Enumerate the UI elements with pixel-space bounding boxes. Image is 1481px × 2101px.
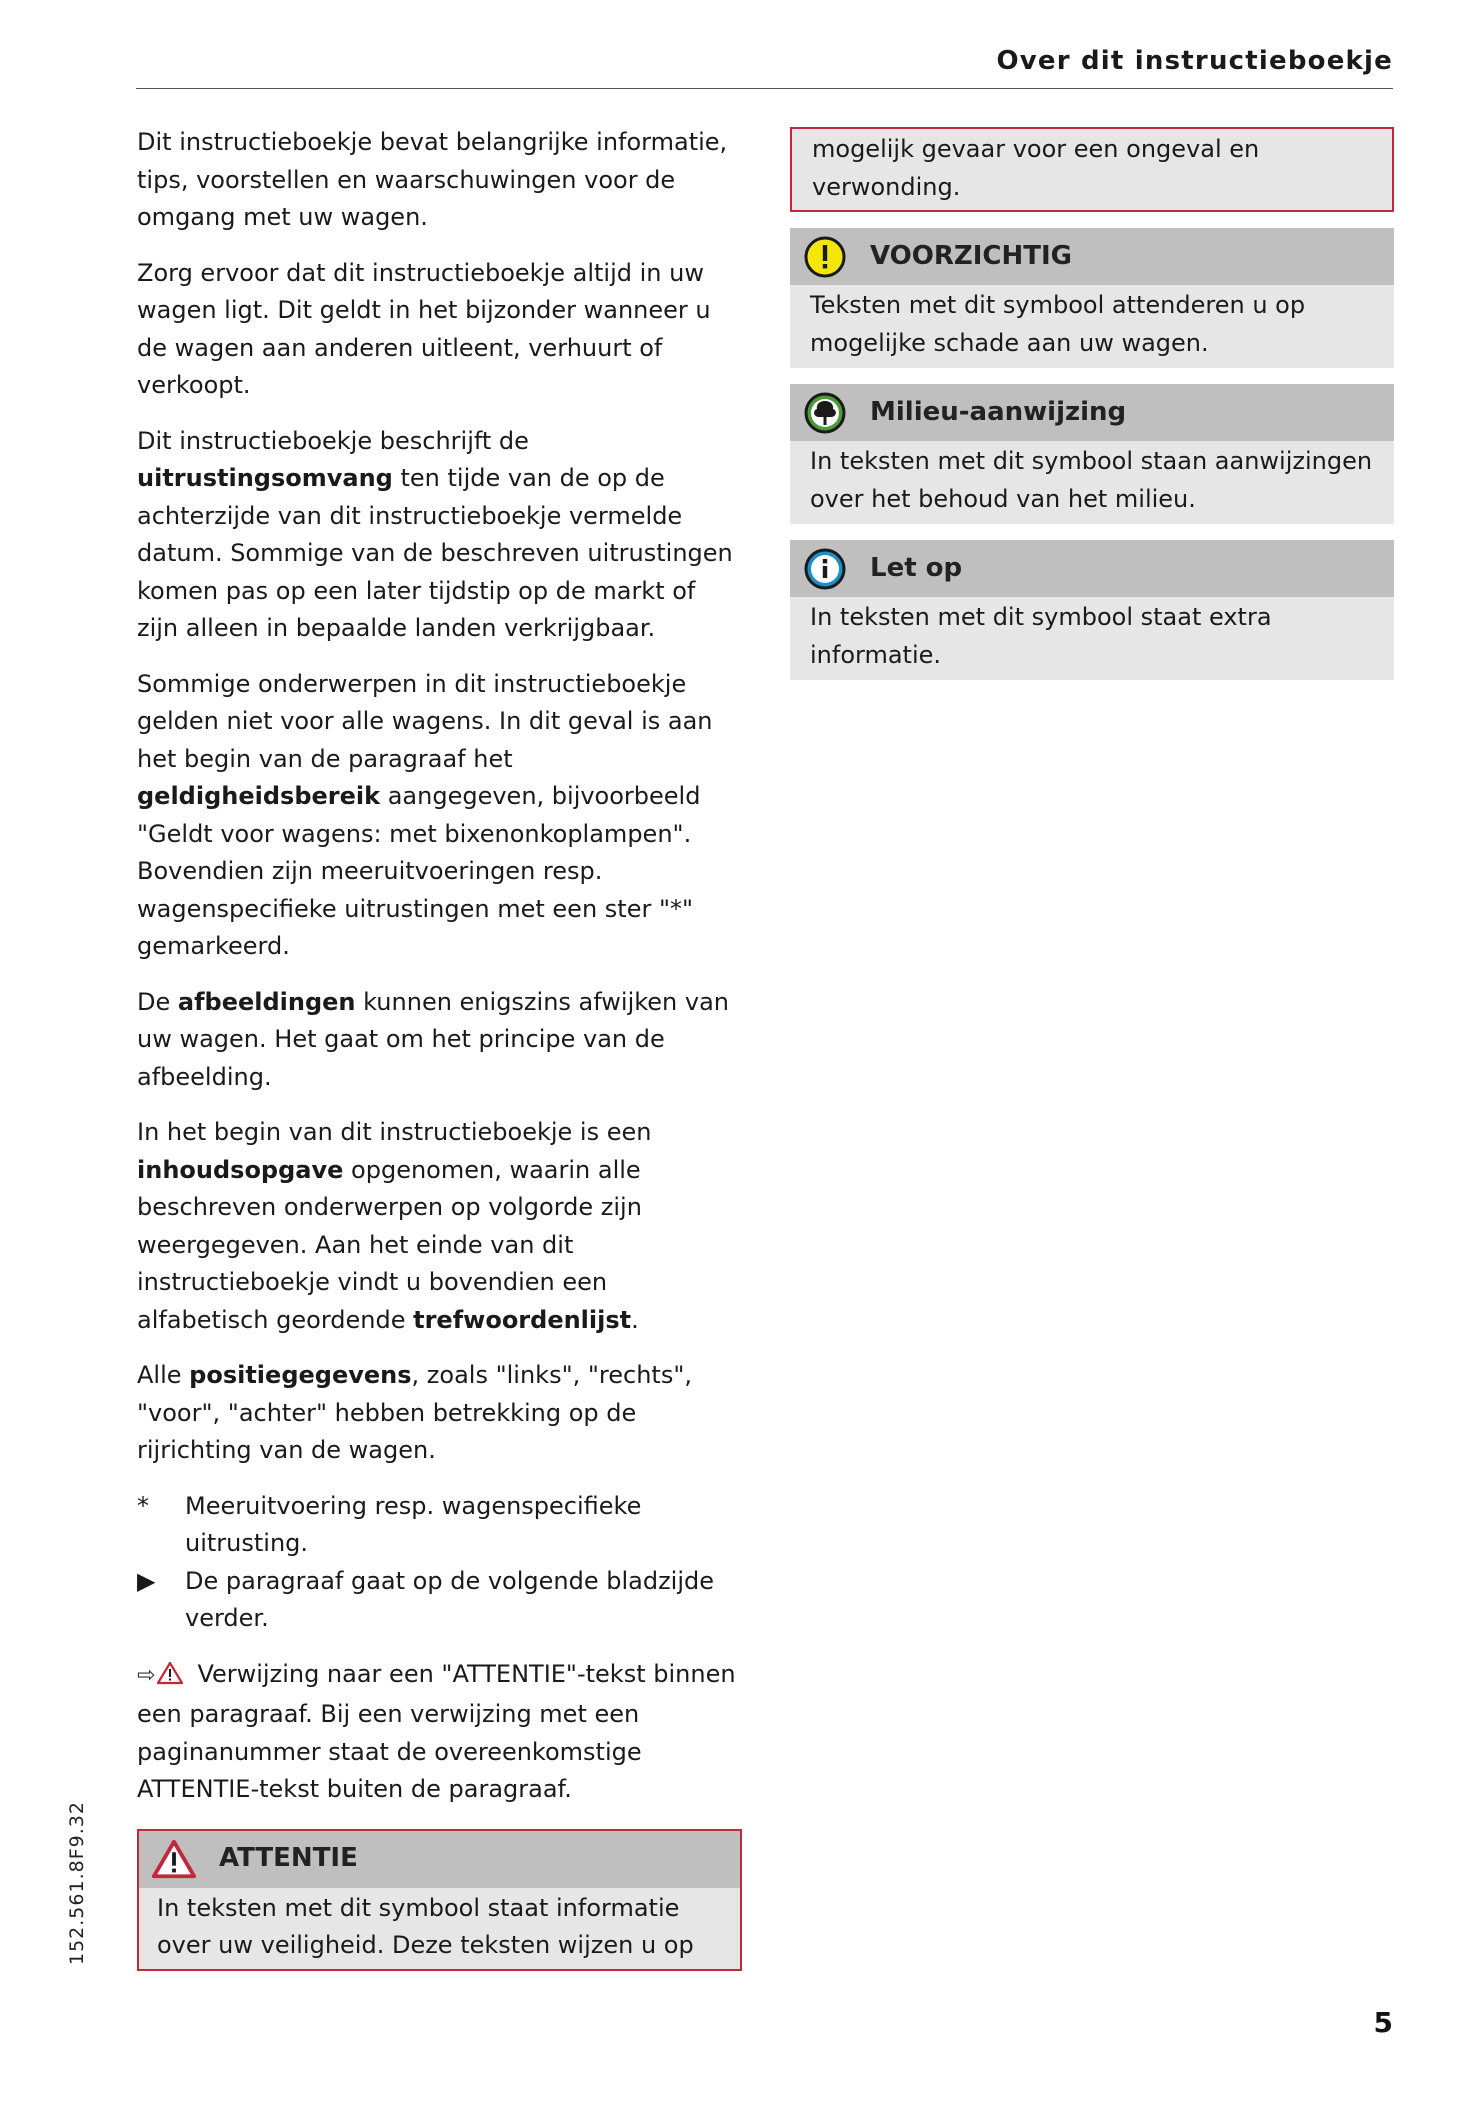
milieu-header: [790, 384, 1394, 441]
attentie-continued-box: mogelijk gevaar voor een ongeval en verwonding.: [790, 127, 1394, 212]
paragraph-intro: Dit instructieboekje bevat belangrijke informatie, tips, voorstellen en waarschuwingen voor de omgang met uw wagen.: [137, 128, 728, 231]
list-item-text: Meeruitvoering resp. wagenspecifieke uitrusting.: [185, 1491, 642, 1557]
document-code: 152.561.8F9.32: [66, 1801, 88, 1965]
attentie-header: [139, 1831, 740, 1888]
letop-header: [790, 540, 1394, 597]
term-positiegegevens: positiegegevens: [189, 1361, 412, 1389]
asterisk-marker: *: [137, 1491, 149, 1520]
term-inhoudsopgave: inhoudsopgave: [137, 1155, 344, 1184]
term-afbeeldingen: afbeeldingen: [177, 987, 356, 1016]
letop-title: Let op: [870, 552, 963, 583]
voorzichtig-header: [790, 228, 1394, 285]
voorzichtig-title: VOORZICHTIG: [870, 240, 1073, 271]
attentie-title: ATTENTIE: [219, 1843, 358, 1874]
list-item: [137, 1488, 742, 1563]
letop-body: In teksten met dit symbool staat extra informatie.: [790, 597, 1394, 680]
paragraph-equipment-scope: Dit instructieboekje beschrijft de uitrustingsomvang ten tijde van de op de achterzijde van dit instructieboekje vermelde datum. Sommige van de beschreven uitrustingen komen pas op een later tijdstip op de markt of zijn alleen in bepaalde landen verkrijgbaar.: [137, 426, 733, 642]
symbol-legend-list: [137, 1488, 742, 1638]
left-column: [137, 124, 742, 1987]
tree-environment-icon: [802, 390, 848, 436]
milieu-body: In teksten met dit symbool staan aanwijzingen over het behoud van het milieu.: [790, 441, 1394, 524]
info-icon: [802, 546, 848, 592]
milieu-title: Milieu-aanwijzing: [870, 396, 1127, 427]
page-number: 5: [1373, 2006, 1393, 2039]
warning-triangle-icon: [157, 1659, 183, 1697]
letop-box: [790, 540, 1394, 680]
term-geldigheidsbereik: geldigheidsbereik: [137, 782, 381, 810]
paragraph-position-data: Alle positiegegevens, zoals "links", "rechts", "voor", "achter" hebben betrekking op de rijrichting van de wagen.: [137, 1361, 692, 1464]
paragraph-keep-in-car: Zorg ervoor dat dit instructieboekje altijd in uw wagen ligt. Dit geldt in het bijzonder wanneer u de wagen aan anderen uitleent, verhuurt of verkoopt.: [137, 258, 711, 399]
paragraph-validity-range: Sommige onderwerpen in dit instructieboekje gelden niet voor alle wagens. In dit geval is aan het begin van de paragraaf het geldigheidsbereik aangegeven, bijvoorbeeld "Geldt voor wagens: met bixenonkoplampen". Bovendien zijn meeruitvoeringen resp. wagenspecifieke uitrustingen met een ster "*" gemarkeerd.: [137, 669, 713, 960]
milieu-box: [790, 384, 1394, 524]
term-uitrustingsomvang: uitrustingsomvang: [137, 464, 393, 492]
warning-triangle-icon: [151, 1836, 197, 1882]
paragraph-contents-index: In het begin van dit instructieboekje is een inhoudsopgave opgenomen, waarin alle beschreven onderwerpen op volgorde zijn weergegeven. Aan het einde van dit instructieboekje vindt u bovendien een alfabetisch geordende trefwoordenlijst.: [137, 1118, 652, 1334]
arrow-right-icon: ⇨: [137, 1662, 156, 1688]
caution-exclamation-icon: [802, 234, 848, 280]
page-header-title: Over dit instructieboekje: [996, 46, 1393, 76]
term-trefwoordenlijst: trefwoordenlijst: [413, 1305, 632, 1334]
attentie-box: [137, 1829, 742, 1971]
voorzichtig-box: [790, 228, 1394, 368]
paragraph-illustrations: De afbeeldingen kunnen enigszins afwijken van uw wagen. Het gaat om het principe van de afbeelding.: [137, 987, 730, 1091]
triangle-right-icon: ▶: [137, 1566, 156, 1595]
list-item-text: De paragraaf gaat op de volgende bladzijde verder.: [185, 1566, 715, 1632]
attentie-body: In teksten met dit symbool staat informatie over uw veiligheid. Deze teksten wijzen u op: [139, 1888, 740, 1969]
paragraph-attention-reference: ⇨ Verwijzing naar een "ATTENTIE"-tekst binnen een paragraaf. Bij een verwijzing met een paginanummer staat de overeenkomstige ATTENTIE-tekst buiten de paragraaf.: [137, 1659, 736, 1803]
right-column: [790, 127, 1394, 696]
header-divider: [136, 88, 1393, 89]
list-item: [137, 1563, 742, 1638]
voorzichtig-body: Teksten met dit symbool attenderen u op mogelijke schade aan uw wagen.: [790, 285, 1394, 368]
